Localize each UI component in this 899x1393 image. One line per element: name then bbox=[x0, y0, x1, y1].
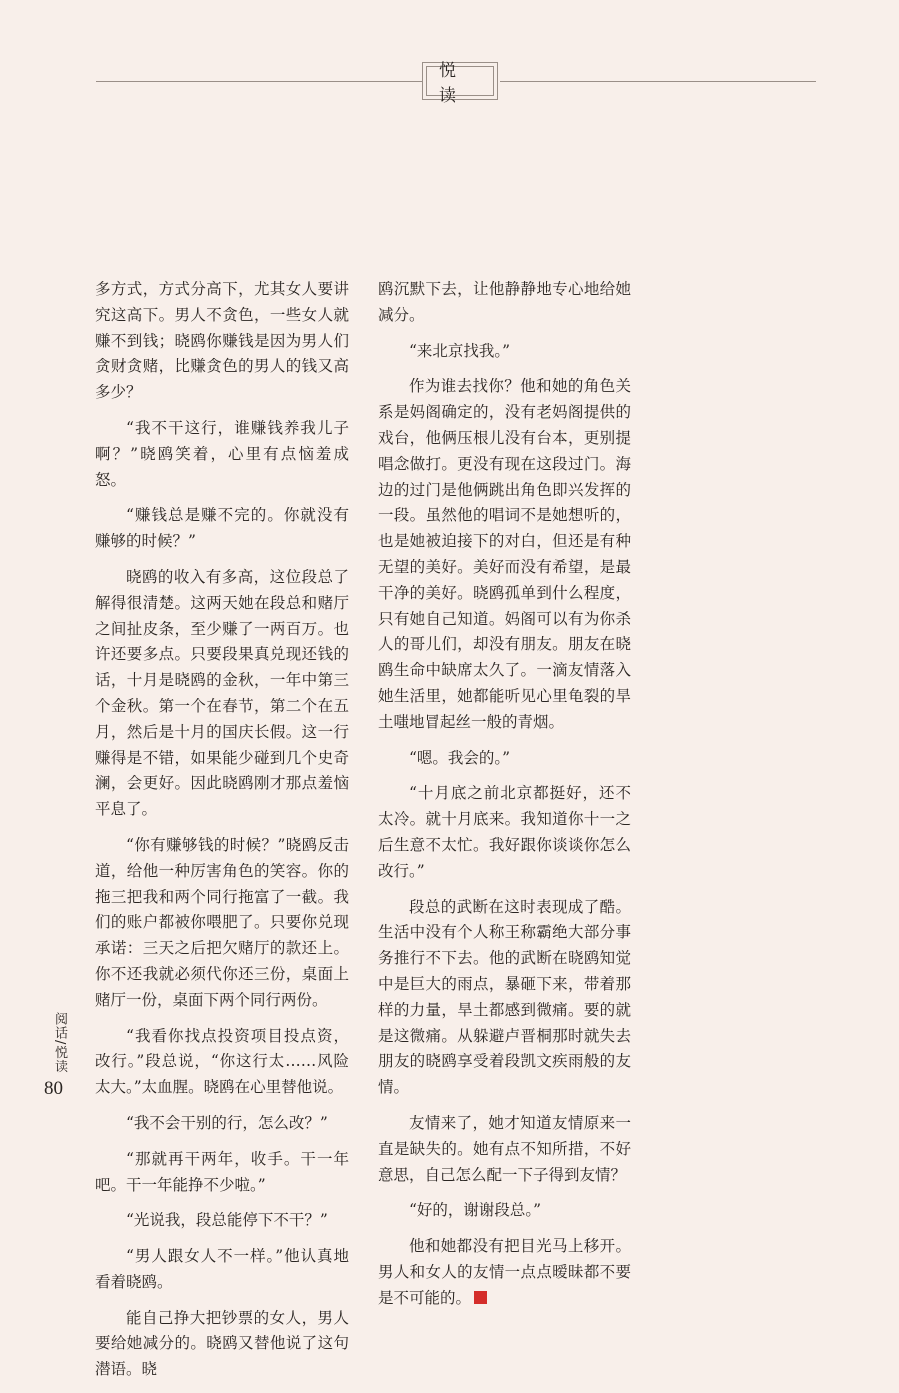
paragraph: 晓鸥的收入有多高，这位段总了解得很清楚。这两天她在段总和赌厅之间扯皮条，至少赚了一两百万。也许还要多点。只要段果真兑现还钱的话，十月是晓鸥的金秋，一年中第三个金秋。第一个在春节，第二个在五月，然后是十月的国庆长假。这一行赚得是不错，如果能少碰到几个史奇澜，会更好。因此晓鸥刚才那点羞恼平息了。 bbox=[95, 567, 349, 819]
paragraph: “我不干这行，谁赚钱养我儿子啊？”晓鸥笑着，心里有点恼羞成怒。 bbox=[95, 418, 349, 489]
paragraph: 作为谁去找你？他和她的角色关系是妈阁确定的，没有老妈阁提供的戏台，他俩压根儿没有台本，更别提唱念做打。更没有现在这段过门。海边的过门是他俩跳出角色即兴发挥的一段。虽然他的唱词不是她想听的，也是她被迫接下的对白，但还是有种无望的美好。美好而没有希望，是最干净的美好。晓鸥孤单到什么程度，只有她自己知道。妈阁可以有为你杀人的哥儿们，却没有朋友。朋友在晓鸥生命中缺席太久了。一滴友情落入她生活里，她都能听见心里龟裂的旱土嗤地冒起丝一般的青烟。 bbox=[378, 377, 631, 731]
section-header-frame bbox=[426, 61, 494, 106]
paragraph: 鸥沉默下去，让他静静地专心地给她减分。 bbox=[378, 280, 631, 324]
paragraph: “你有赚够钱的时候？”晓鸥反击道，给他一种厉害角色的笑容。你的拖三把我和两个同行拖富了一截。我们的账户都被你喂肥了。只要你兑现承诺：三天之后把欠赌厅的款还上。你不还我就必须代你还三份，桌面上赌厅一份，桌面下两个同行两份。 bbox=[95, 835, 349, 1009]
right-text-column bbox=[378, 277, 631, 1321]
paragraph: “我不会干别的行，怎么改？” bbox=[126, 1113, 328, 1132]
paragraph: “我看你找点投资项目投点资，改行。”段总说，“你这行太……风险太大。”太血腥。晓鸥在心里替他说。 bbox=[95, 1026, 349, 1097]
paragraph: “男人跟女人不一样。”他认真地看着晓鸥。 bbox=[95, 1247, 349, 1291]
end-of-article-mark bbox=[474, 1291, 487, 1304]
paragraph: “来北京找我。” bbox=[409, 341, 511, 360]
paragraph: “好的，谢谢段总。” bbox=[409, 1201, 542, 1220]
section-title: 悦读 bbox=[439, 61, 468, 106]
final-paragraph bbox=[378, 1234, 631, 1311]
section-header-box bbox=[422, 61, 498, 106]
paragraph: 多方式，方式分高下，尤其女人要讲究这高下。男人不贪色，一些女人就赚不到钱；晓鸥你赚钱是因为男人们贪财贪赌，比赚贪色的男人的钱又高多少？ bbox=[95, 280, 349, 402]
paragraph: 段总的武断在这时表现成了酷。生活中没有个人称王称霸绝大部分事务推行不下去。他的武断在晓鸥知觉中是巨大的雨点，暴砸下来，带着那样的力量，旱土都感到微痛。要的就是这微痛。从躲避卢晋桐那时就失去朋友的晓鸥享受着段凯文疾雨般的友情。 bbox=[378, 897, 631, 1097]
header-rule-right bbox=[500, 81, 816, 82]
final-paragraph-text: 他和她都没有把目光马上移开。男人和女人的友情一点点暧昧都不要是不可能的。 bbox=[378, 1237, 631, 1307]
paragraph: “那就再干两年，收手。干一年吧。干一年能挣不少啦。” bbox=[95, 1149, 349, 1194]
paragraph: “赚钱总是赚不完的。你就没有赚够的时候？” bbox=[95, 506, 349, 551]
paragraph: “嗯。我会的。” bbox=[409, 748, 511, 767]
paragraph: 友情来了，她才知道友情原来一直是缺失的。她有点不知所措，不好意思，自己怎么配一下子得到友情？ bbox=[378, 1113, 631, 1184]
paragraph: “光说我，段总能停下不干？” bbox=[126, 1211, 328, 1230]
header-rule-left bbox=[96, 81, 422, 82]
page-number: 80 bbox=[44, 1078, 63, 1099]
paragraph: 能自己挣大把钞票的女人，男人要给她减分的。晓鸥又替他说了这句潜语。晓 bbox=[95, 1308, 349, 1379]
left-text-column bbox=[95, 277, 349, 1393]
paragraph: “十月底之前北京都挺好，还不太冷。就十月底来。我知道你十一之后生意不太忙。我好跟你谈谈你怎么改行。” bbox=[378, 784, 631, 880]
section-side-label: 阅话/悦读 bbox=[52, 1012, 67, 1074]
